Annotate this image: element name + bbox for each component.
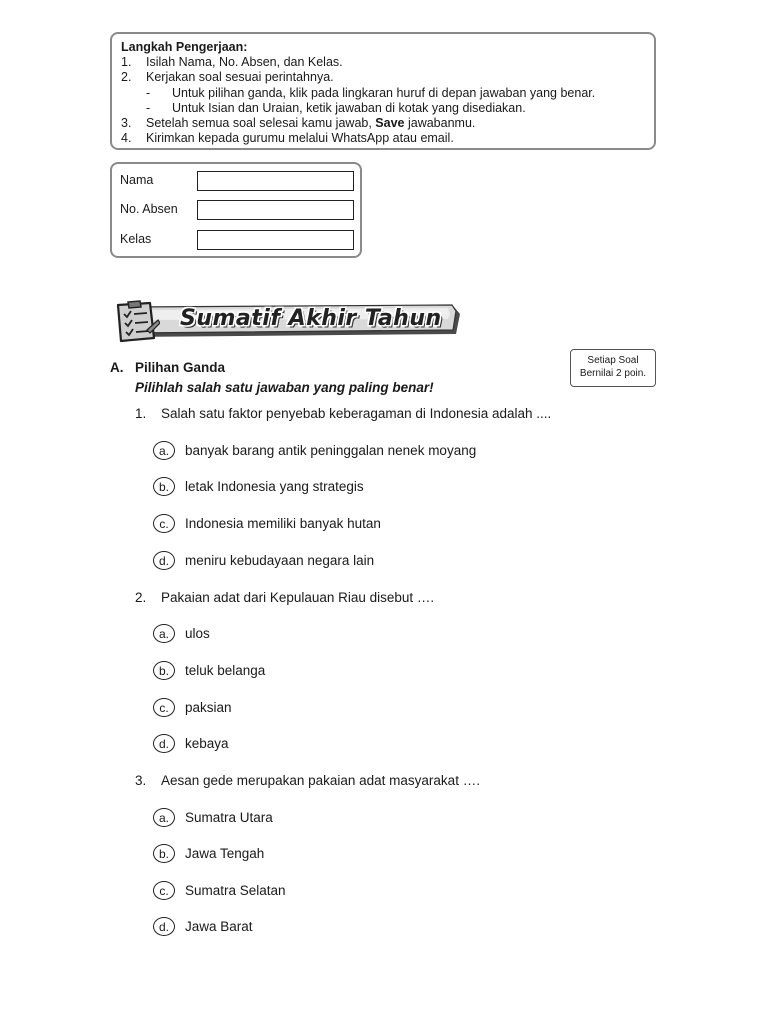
instruction-step: [121, 55, 644, 70]
q1-option-d[interactable]: [153, 551, 374, 570]
instructions-box: [110, 32, 656, 150]
step-text-after: jawabanmu.: [404, 116, 476, 131]
section-title: Pilihan Ganda: [135, 360, 226, 375]
question-number: 1.: [135, 406, 147, 421]
option-text: Indonesia memiliki banyak hutan: [185, 516, 381, 531]
option-circle[interactable]: b.: [153, 844, 175, 863]
substep-text: Untuk pilihan ganda, klik pada lingkaran huruf di depan jawaban yang benar.: [172, 85, 596, 100]
question-text: Pakaian adat dari Kepulauan Riau disebut ….: [161, 590, 435, 605]
step-text-before: Setelah semua soal selesai kamu jawab,: [146, 116, 376, 131]
option-text: kebaya: [185, 736, 229, 751]
q2-option-d[interactable]: [153, 734, 229, 753]
option-circle[interactable]: a.: [153, 624, 175, 643]
option-text: meniru kebudayaan negara lain: [185, 553, 375, 568]
step-number: 2.: [121, 70, 132, 85]
option-circle[interactable]: b.: [153, 477, 175, 496]
option-circle[interactable]: c.: [153, 514, 175, 533]
step-text-bold: Save: [375, 116, 405, 131]
absen-label: No. Absen: [120, 202, 178, 216]
option-circle[interactable]: d.: [153, 917, 175, 936]
step-number: 3.: [121, 116, 132, 131]
q1-option-b[interactable]: [153, 477, 364, 496]
option-circle[interactable]: d.: [153, 551, 175, 570]
q3-option-d[interactable]: [153, 917, 253, 936]
q3-option-b[interactable]: [153, 844, 264, 863]
kelas-label: Kelas: [120, 232, 152, 246]
instruction-step: [121, 70, 644, 85]
substep-text: Untuk Isian dan Uraian, ketik jawaban di kotak yang disediakan.: [172, 100, 526, 115]
substep-dash: -: [146, 85, 151, 100]
nama-input[interactable]: [197, 171, 354, 191]
banner-title: Sumatif Akhir Tahun: [180, 306, 442, 331]
question-3: [135, 773, 480, 788]
instruction-step: [121, 116, 644, 131]
q3-option-a[interactable]: [153, 808, 273, 827]
option-text: ulos: [185, 626, 210, 641]
points-line2: Bernilai 2 poin.: [579, 367, 647, 379]
option-circle[interactable]: a.: [153, 441, 175, 460]
checklist-clipboard-icon: [112, 300, 160, 344]
nama-label: Nama: [120, 173, 154, 187]
option-circle[interactable]: c.: [153, 698, 175, 717]
instructions-title: Langkah Pengerjaan:: [121, 40, 248, 54]
question-2: [135, 590, 434, 605]
step-text: Kerjakan soal sesuai perintahnya.: [146, 70, 334, 85]
option-circle[interactable]: a.: [153, 808, 175, 827]
instruction-substep: [121, 101, 644, 116]
kelas-input[interactable]: [197, 230, 354, 250]
q3-option-c[interactable]: [153, 881, 286, 900]
step-text: Kirimkan kepada gurumu melalui WhatsApp atau email.: [146, 131, 454, 146]
question-text: Aesan gede merupakan pakaian adat masyarakat ….: [161, 773, 480, 788]
option-text: teluk belanga: [185, 663, 266, 678]
option-circle[interactable]: c.: [153, 881, 175, 900]
points-line1: Setiap Soal: [587, 355, 639, 366]
option-text: Sumatra Utara: [185, 810, 273, 825]
option-circle[interactable]: d.: [153, 734, 175, 753]
option-text: banyak barang antik peninggalan nenek moyang: [185, 443, 477, 458]
q2-option-b[interactable]: [153, 661, 265, 680]
identity-box: [110, 162, 362, 258]
question-1: [135, 406, 551, 421]
option-text: Sumatra Selatan: [185, 883, 286, 898]
absen-input[interactable]: [197, 200, 354, 220]
option-text: paksian: [185, 700, 232, 715]
question-number: 2.: [135, 590, 147, 605]
q1-option-c[interactable]: [153, 514, 381, 533]
instruction-substep: [121, 86, 644, 101]
option-text: Jawa Barat: [185, 919, 253, 934]
points-badge: [570, 349, 656, 387]
step-number: 1.: [121, 55, 132, 70]
question-number: 3.: [135, 773, 147, 788]
q2-option-a[interactable]: [153, 624, 210, 643]
step-text: Isilah Nama, No. Absen, dan Kelas.: [146, 55, 343, 70]
q1-option-a[interactable]: [153, 441, 476, 460]
step-text: [146, 116, 475, 131]
title-banner: [108, 300, 464, 344]
q2-option-c[interactable]: [153, 698, 232, 717]
question-text: Salah satu faktor penyebab keberagaman di Indonesia adalah ....: [161, 406, 552, 421]
section-letter: A.: [110, 360, 124, 375]
step-number: 4.: [121, 131, 132, 146]
option-text: letak Indonesia yang strategis: [185, 479, 364, 494]
instruction-step: [121, 131, 644, 146]
substep-dash: -: [146, 100, 151, 115]
option-text: Jawa Tengah: [185, 846, 265, 861]
option-circle[interactable]: b.: [153, 661, 175, 680]
section-instruction: Pilihlah salah satu jawaban yang paling benar!: [135, 380, 434, 395]
